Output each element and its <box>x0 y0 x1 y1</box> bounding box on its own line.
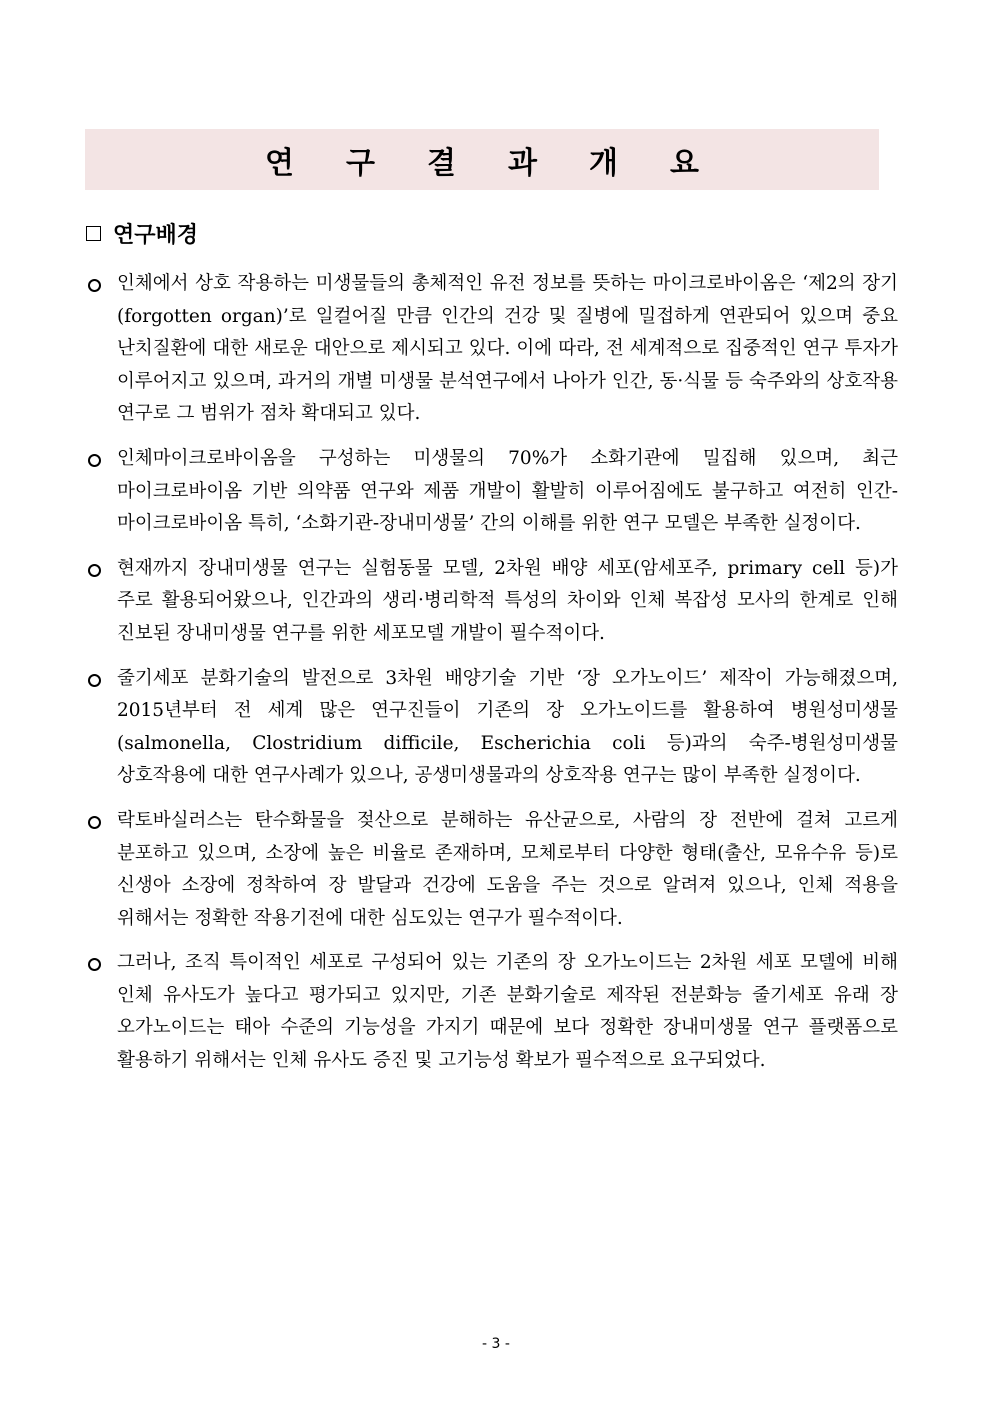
circle-bullet-icon <box>88 564 101 577</box>
bullet-item <box>86 443 898 541</box>
bullet-text: 인체마이크로바이옴을 구성하는 미생물의 70%가 소화기관에 밀집해 있으며, 최근 마이크로바이옴 기반 의약품 연구와 제품 개발이 활발히 이루어짐에도 불구하고 여전히 인간-마이크로바이옴 특히, ‘소화기관-장내미생물’ 간의 이해를 위한 연구 모델은 부족한 실정이다. <box>117 447 898 535</box>
title-banner <box>85 129 879 190</box>
bullet-text: 락토바실러스는 탄수화물을 젖산으로 분해하는 유산균으로, 사람의 장 전반에 걸쳐 고르게 분포하고 있으며, 소장에 높은 비율로 존재하며, 모체로부터 다양한 형태(출산, 모유수유 등)로 신생아 소장에 정착하여 장 발달과 건강에 도움을 주는 것으로 알려져 있으나, 인체 적용을 위해서는 정확한 작용기전에 대한 심도있는 연구가 필수적이다. <box>117 809 898 929</box>
page-number: - 3 - <box>482 1336 510 1352</box>
bullet-text: 현재까지 장내미생물 연구는 실험동물 모델, 2차원 배양 세포(암세포주, primary cell 등)가 주로 활용되어왔으나, 인간과의 생리·병리학적 특성의 차이와 인체 복잡성 모사의 한계로 인해 진보된 장내미생물 연구를 위한 세포모델 개발이 필수적이다. <box>117 557 898 644</box>
empty-square-icon <box>86 226 101 241</box>
bullet-item <box>86 663 898 793</box>
bullet-list <box>86 268 898 1090</box>
section-heading-label: 연구배경 <box>113 223 199 248</box>
bullet-item <box>86 805 898 935</box>
bullet-text: 그러나, 조직 특이적인 세포로 구성되어 있는 기존의 장 오가노이드는 2차원 세포 모델에 비해 인체 유사도가 높다고 평가되고 있지만, 기존 분화기술로 제작된 전분화능 줄기세포 유래 장 오가노이드는 태아 수준의 기능성을 가지기 때문에 보다 정확한 장내미생물 연구 플랫폼으로 활용하기 위해서는 인체 유사도 증진 및 고기능성 확보가 필수적으로 요구되었다. <box>117 952 898 1072</box>
circle-bullet-icon <box>88 674 101 687</box>
page-title: 연구결과개요 <box>265 145 751 181</box>
bullet-text: 줄기세포 분화기술의 발전으로 3차원 배양기술 기반 ‘장 오가노이드’ 제작이 가능해졌으며, 2015년부터 전 세계 많은 연구진들이 기존의 장 오가노이드를 활용하여 병원성미생물(salmonella, Clostridium difficile, Escherichia coli 등)과의 숙주-병원성미생물 상호작용에 대한 연구사례가 있으나, 공생미생물과의 상호작용 연구는 많이 부족한 실정이다. <box>117 667 898 787</box>
bullet-text: 인체에서 상호 작용하는 미생물들의 총체적인 유전 정보를 뜻하는 마이크로바이옴은 ‘제2의 장기(forgotten organ)’로 일컬어질 만큼 인간의 건강 및 질병에 밀접하게 연관되어 있으며 중요 난치질환에 대한 새로운 대안으로 제시되고 있다. 이에 따라, 전 세계적으로 집중적인 연구 투자가 이루어지고 있으며, 과거의 개별 미생물 분석연구에서 나아가 인간, 동·식물 등 숙주와의 상호작용 연구로 그 범위가 점차 확대되고 있다. <box>117 273 898 425</box>
circle-bullet-icon <box>88 816 101 829</box>
circle-bullet-icon <box>88 454 101 467</box>
bullet-item <box>86 268 898 431</box>
section-heading <box>86 218 198 249</box>
bullet-item <box>86 947 898 1077</box>
bullet-item <box>86 553 898 651</box>
circle-bullet-icon <box>88 279 101 292</box>
circle-bullet-icon <box>88 958 101 971</box>
